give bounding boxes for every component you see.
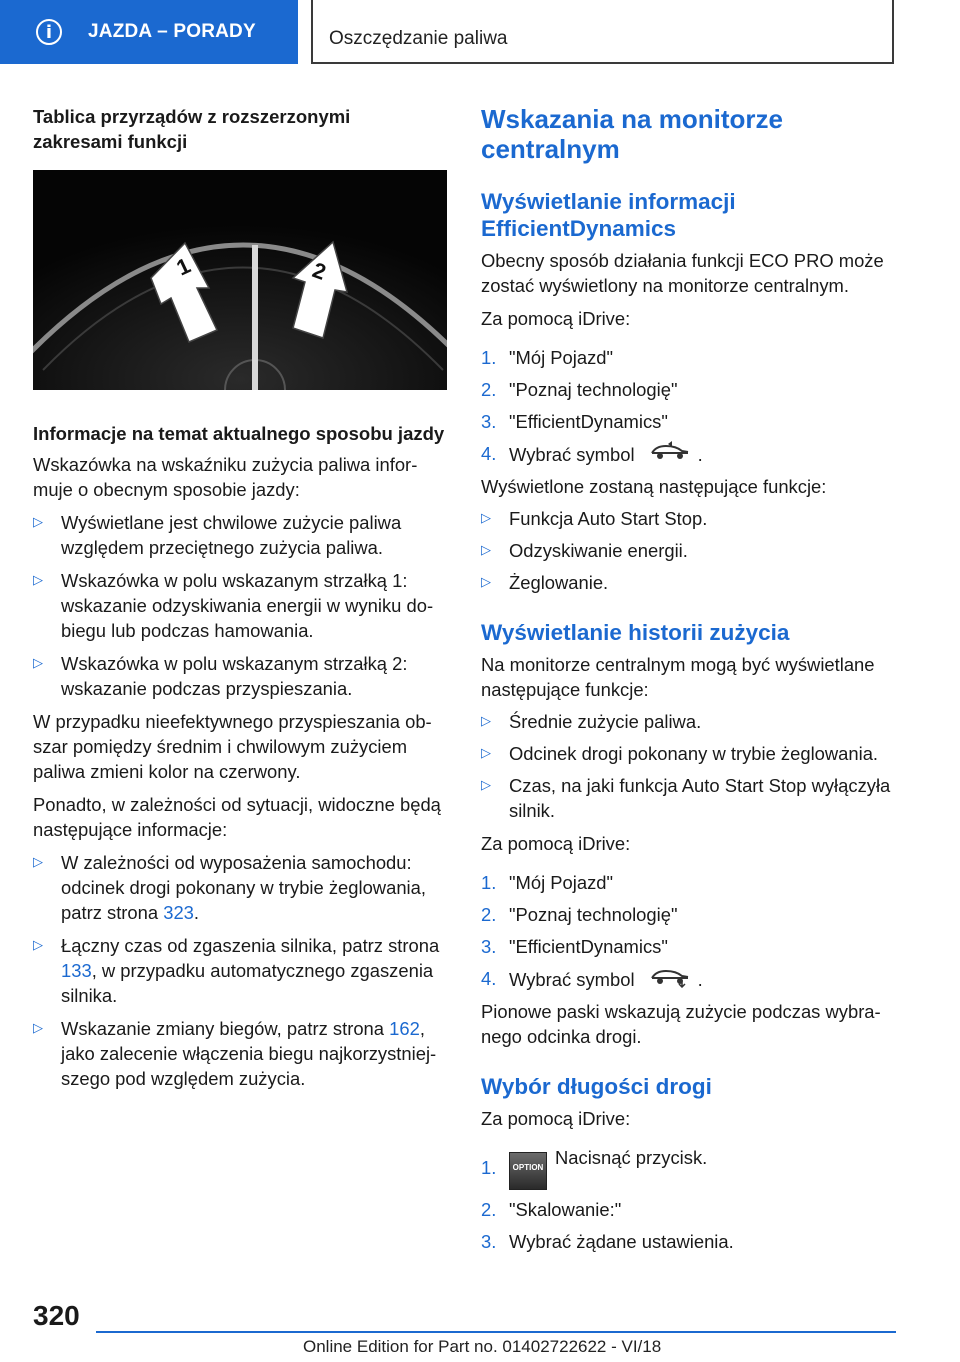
list-item: ▷ Średnie zużycie paliwa. — [481, 711, 702, 732]
list-item: ▷ W zależności od wyposażenia samochodu: odcinek drogi pokonany w trybie żeglowania, patrz strona 323. — [33, 852, 426, 923]
step-item: 2. "Poznaj technologię" — [481, 904, 678, 925]
step-item: 1. "Mój Pojazd" — [481, 872, 614, 893]
list-item: ▷ Czas, na jaki funkcja Auto Start Stop wyłączyła silnik. — [481, 775, 891, 821]
bullet-icon: ▷ — [481, 511, 491, 526]
distance-heading: Wybór długości drogi — [481, 1074, 712, 1099]
paragraph: Za pomocą iDrive: — [481, 833, 631, 854]
bullet-icon: ▷ — [33, 515, 43, 530]
bullet-icon: ▷ — [33, 656, 43, 671]
paragraph: Obecny sposób działania funkcji ECO PRO może zostać wyświetlony na monitorze centralnym. — [481, 250, 884, 296]
page-link[interactable]: 323 — [163, 902, 194, 923]
option-button-icon: OPTION — [509, 1152, 547, 1190]
bullet-icon: ▷ — [33, 573, 43, 588]
step-item: 3. "EfficientDynamics" — [481, 936, 668, 957]
arrow-label-2: 2 — [309, 257, 330, 285]
efficientdynamics-heading: Wyświetlanie informacji EfficientDynamics — [481, 189, 736, 241]
paragraph: Na monitorze centralnym mogą być wyświetlane następujące funkcje: — [481, 654, 875, 700]
bullet-icon: ▷ — [481, 778, 491, 793]
dashboard-heading: Tablica przyrządów z rozszerzonymi zakresami funkcji — [33, 106, 351, 152]
step-item: 4. Wybrać symbol . — [481, 443, 703, 465]
bullet-icon: ▷ — [33, 855, 43, 870]
edition-note: Online Edition for Part no. 01402722622 - VI/18 — [303, 1337, 662, 1356]
paragraph: W przypadku nieefektywnego przyspieszania obszar pomiędzy średnim i chwilowym zużyciem paliwa zmieni kolor na czerwony. — [33, 711, 432, 782]
list-item: ▷ Wskazówka w polu wskazanym strzałką 2: wskazanie podczas przyspieszania. — [33, 653, 408, 699]
list-item: ▷ Łączny czas od zgaszenia silnika, patrz strona 133, w przypadku automatycznego zgaszenia silnika. — [33, 935, 440, 1006]
list-item: ▷ Wskazanie zmiany biegów, patrz strona 162, jako zalecenie włączenia biegu najkorzystniejszego pod względem zużycia. — [33, 1018, 437, 1089]
page-number: 320 — [33, 1300, 80, 1331]
paragraph: Pionowe paski wskazują zużycie podczas wybranego odcinka drogi. — [481, 1001, 881, 1047]
paragraph: Za pomocą iDrive: — [481, 308, 631, 329]
efficiency-car-icon — [648, 441, 694, 463]
list-item: ▷ Wskazówka w polu wskazanym strzałką 1: wskazanie odzyskiwania energii w wyniku dobiegu lub podczas hamowania. — [33, 570, 434, 641]
footer-divider — [96, 1331, 896, 1333]
paragraph: Wyświetlone zostaną następujące funkcje: — [481, 476, 827, 497]
step-item: 3. Wybrać żądane ustawienia. — [481, 1231, 734, 1252]
intro-paragraph: Wskazówka na wskaźniku zużycia paliwa informuje o obecnym sposobie jazdy: — [33, 454, 418, 500]
history-car-icon — [648, 966, 694, 988]
step-item: 2. "Poznaj technologię" — [481, 379, 678, 400]
list-item: ▷ Odcinek drogi pokonany w trybie żeglowania. — [481, 743, 879, 764]
dashboard-figure — [33, 170, 447, 390]
list-item: ▷ Wyświetlane jest chwilowe zużycie paliwa względem przeciętnego zużycia paliwa. — [33, 512, 402, 558]
page-link[interactable]: 162 — [389, 1018, 420, 1039]
step-item: 4. Wybrać symbol . — [481, 968, 703, 990]
bullet-icon: ▷ — [33, 938, 43, 953]
step-item: 1. "Mój Pojazd" — [481, 347, 614, 368]
history-heading: Wyświetlanie historii zużycia — [481, 620, 790, 645]
info-icon: i — [36, 19, 62, 45]
right-column — [481, 104, 901, 1254]
step-item: 1. OPTION Nacisnąć przycisk. — [481, 1145, 901, 1190]
chapter-title: JAZDA – PORADY — [88, 21, 256, 42]
bullet-icon: ▷ — [481, 543, 491, 558]
chapter-tab[interactable] — [0, 0, 298, 64]
dashboard-illustration — [33, 170, 447, 390]
arrow-label-1: 1 — [172, 252, 195, 281]
central-monitor-title: Wskazania na monitorze centralnym — [481, 104, 783, 164]
section-header — [311, 0, 894, 64]
driving-info-heading: Informacje na temat aktualnego sposobu jazdy — [33, 423, 445, 444]
page-link[interactable]: 133 — [61, 960, 92, 981]
list-item: ▷ Odzyskiwanie energii. — [481, 540, 688, 561]
section-title: Oszczędzanie paliwa — [329, 28, 508, 49]
paragraph: Ponadto, w zależności od sytuacji, widoczne będą następujące informacje: — [33, 794, 441, 840]
step-item: 3. "EfficientDynamics" — [481, 411, 668, 432]
list-item: ▷ Funkcja Auto Start Stop. — [481, 508, 708, 529]
list-item: ▷ Żeglowanie. — [481, 572, 609, 593]
bullet-icon: ▷ — [481, 714, 491, 729]
bullet-icon: ▷ — [33, 1021, 43, 1036]
paragraph: Za pomocą iDrive: — [481, 1108, 631, 1129]
bullet-icon: ▷ — [481, 575, 491, 590]
left-text — [33, 421, 447, 1091]
bullet-icon: ▷ — [481, 746, 491, 761]
step-item: 2. "Skalowanie:" — [481, 1199, 622, 1220]
